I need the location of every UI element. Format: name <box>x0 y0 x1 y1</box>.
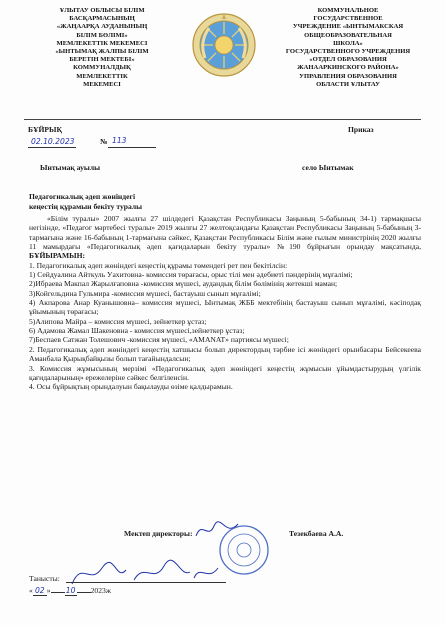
order-number: 113 <box>112 136 127 145</box>
place-ru: село Ынтымак <box>302 163 354 172</box>
header-right-org-name <box>262 7 434 89</box>
header-left-line: БЕРЕТІН МЕКТЕБІ» <box>69 56 135 64</box>
order-item: 2)Ибраева Макпал Жарылғаповна -комиссия мүшесі, аудандық білім бөлімінің жетекші маман; <box>29 279 338 289</box>
header-right-line: ГОСУДАРСТВЕННОГО УЧРЕЖДЕНИЯ <box>285 48 411 56</box>
intro-text: «Білім туралы» 2007 жылғы 27 шілдедегі Қазақстан Республикасы Заңының 5-бабының 34-1) тармақшасы негізінде, «Педагог мәртебесі туралы» 2019 жылғы 27 желтоқсандағы Қазақстан Республикасы Заңының 5-бабының 3-тармағына және 16-бабының 1-тармағына сәйкес, Қазақстан Республикасы Білім және ғылым министрінің 2020 жылғы 11 мамырдағы «Педагогикалық әдеп қағидаларын бекіту туралы» №190 бұйрығын орындау мақсатында, <box>29 214 421 252</box>
order-intro <box>29 214 421 261</box>
director-role: Мектеп директоры: <box>124 529 193 538</box>
director-name: Тезекбаева А.А. <box>289 529 344 538</box>
order-label-kz: БҰЙРЫҚ <box>28 125 63 134</box>
header-divider <box>24 119 421 120</box>
order-item: 1) Сейдуалина Айткуль Уахитовна- комиссия төрағасы, орыс тілі мен әдебиеті пәндерінің мұғалімі; <box>29 270 353 280</box>
header-left-line: «ЫНТЫМАҚ ЖАЛПЫ БІЛІМ <box>55 48 149 56</box>
header-right-line: ОБЩЕОБРАЗОВАТЕЛЬНАЯ <box>304 31 392 39</box>
order-item: 2. Педагогикалық әдеп жөніндегі кеңестің хатшысы болып директордың тәрбие ісі жөніндегі орынбасары Бейсекеева Аманбала Қырықбайқызы болып тағайындалсын; <box>29 344 421 364</box>
order-item: 4. Осы бұйрықтың орындалуын бақылауды өзіме қалдырамын. <box>29 382 233 392</box>
header-left-line: МЕМЛЕКЕТТІК МЕКЕМЕСІ <box>56 39 148 47</box>
header-left-line: МЕМЛЕКЕТТІК <box>76 72 128 80</box>
quote-open: « <box>29 586 33 595</box>
header-right-line: КОММУНАЛЬНОЕ <box>317 7 379 14</box>
order-item: 3)Койгельдина Гульмира -комиссия мүшесі, бастауыш сынып мұғалімі; <box>29 288 261 298</box>
month-blank-left <box>51 592 65 593</box>
order-item: 7)Беспаев Сатжан Толешович -комиссия мүшесі, «AMANAT» партиясы мүшесі; <box>29 335 289 345</box>
header-left-line: МЕКЕМЕСІ <box>83 80 121 88</box>
header-right-line: «ОТДЕЛ ОБРАЗОВАНИЯ <box>309 56 387 64</box>
order-number-underline <box>108 147 156 148</box>
order-number-prefix: № <box>100 137 108 146</box>
header-right-line: ЖАНААРКИНСКОГО РАЙОНА» <box>297 64 399 72</box>
header-right-line: ШКОЛА» <box>333 39 363 47</box>
header-left-line: ҰЛЫТАУ ОБЛЫСЫ БІЛІМ <box>59 7 145 14</box>
acquaint-year: 2023ж <box>90 586 112 595</box>
header-right-line: ОБЛАСТИ ҰЛЫТАУ <box>316 80 380 88</box>
header-left-line: КОММУНАЛДЫҚ <box>73 64 131 72</box>
month-blank-right <box>77 592 91 593</box>
state-emblem-icon <box>191 12 257 78</box>
order-item: 4) Акпарова Анар Куанышовна– комиссия мүшесі, Ынтымақ ЖББ мектебінің бастауыш сынып мұғалімі, кәсіподақ ұйымының төрағасы; <box>29 298 421 317</box>
order-label-ru: Приказ <box>348 125 374 134</box>
document-title-line1: Педагогикалық әдеп жөніндегі <box>29 192 136 201</box>
order-items <box>29 261 421 392</box>
order-item: 5)Алипова Майра – комиссия мүшесі, зейнеткер ұстаз; <box>29 316 207 326</box>
command-word: БҰЙЫРАМЫН: <box>29 251 86 261</box>
place-kz: Ынтымақ ауылы <box>40 163 101 172</box>
acquaint-signatures <box>68 556 228 590</box>
header-left-line: БАСҚАРМАСЫНЫҢ <box>69 15 135 23</box>
quote-close: » <box>46 586 51 595</box>
header-left-org-name <box>22 7 182 89</box>
header-right-line: УЧРЕЖДЕНИЕ «ЫНТЫМАКСКАЯ <box>292 23 404 31</box>
acquaint-day: 02 <box>33 586 47 596</box>
order-item: 6) Адамова Жамал Шакеновна - комиссия мүшесі,зейнеткер ұстаз; <box>29 326 245 336</box>
acquaint-date <box>29 586 111 596</box>
order-body <box>29 214 421 392</box>
order-item: 3. Комиссия жұмысының мерзімі «Педагогикалық әдеп жөніндегі кеңестің жұмысын ұйымдастырудың үлгілік қағидаларының» ережелеріне сәйкес белгіленсін. <box>29 363 421 382</box>
header-left-line: «ЖАҢААРҚА АУДАНЫНЫҢ <box>56 23 148 31</box>
acquaint-label: Танысты: <box>29 574 60 583</box>
header-right-line: ГОСУДАРСТВЕННОЕ <box>313 15 383 23</box>
order-date-underline <box>28 147 76 148</box>
header-left-line: БІЛІМ БӨЛІМІ» <box>76 31 128 39</box>
header-right-line: УПРАВЛЕНИЯ ОБРАЗОВАНИЯ <box>299 72 397 80</box>
order-item: 1. Педагогикалық әдеп жөніндегі кеңестің құрамы төмендегі рет пен бекітілсін: <box>29 260 288 270</box>
document-title-line2: кеңестің құрамын бекіту туралы <box>29 202 143 211</box>
acquaint-underline <box>66 582 226 583</box>
order-date: 02.10.2023 <box>31 137 75 146</box>
acquaint-month: 10 <box>65 586 76 595</box>
